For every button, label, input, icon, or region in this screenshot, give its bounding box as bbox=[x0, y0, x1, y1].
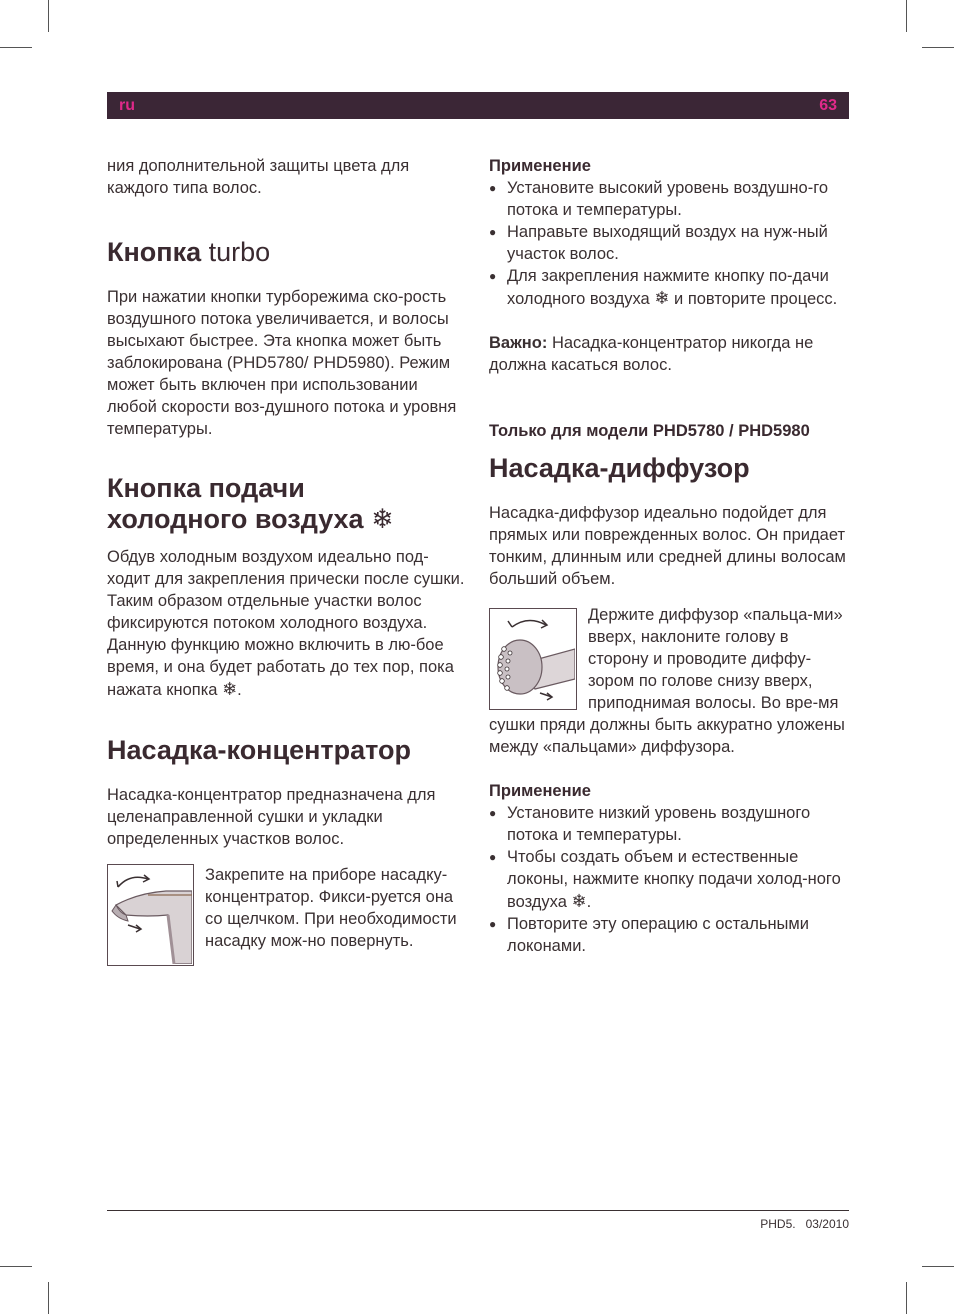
usage-heading-2: Применение bbox=[489, 782, 591, 800]
list-item-text: и повторите процесс. bbox=[674, 290, 838, 308]
important-text: Насадка-концентратор никогда не должна касаться волос. bbox=[489, 334, 814, 374]
diffuser-text: Насадка-диффузор идеально подойдет для прямых или поврежденных волос. Он придает тонким, длинным или средней длины волосам больший объем. bbox=[489, 504, 846, 588]
snowflake-icon: ❄ bbox=[222, 679, 238, 699]
intro-text: ния дополнительной защиты цвета для каждого типа волос. bbox=[107, 157, 410, 197]
usage-list bbox=[489, 177, 851, 310]
crop-mark bbox=[48, 1282, 49, 1314]
crop-mark bbox=[0, 47, 32, 48]
turbo-title-bold: Кнопка bbox=[107, 237, 202, 267]
snowflake-icon: ❄ bbox=[371, 504, 394, 534]
important-note bbox=[489, 332, 851, 376]
crop-mark bbox=[906, 0, 907, 32]
crop-mark bbox=[906, 1282, 907, 1314]
snowflake-icon: ❄ bbox=[571, 891, 587, 911]
language-code: ru bbox=[119, 97, 135, 114]
turbo-title bbox=[107, 237, 467, 268]
cool-shot-title-line1: Кнопка подачи bbox=[107, 473, 305, 503]
diffuser-illustration bbox=[489, 608, 577, 710]
turbo-title-light: turbo bbox=[208, 237, 271, 267]
usage-list-2 bbox=[489, 802, 851, 957]
list-item-text: . bbox=[586, 893, 592, 911]
cool-shot-title-line2: холодного воздуха bbox=[107, 504, 364, 534]
snowflake-icon: ❄ bbox=[654, 288, 670, 308]
diffuser-figure-block bbox=[489, 608, 851, 758]
crop-mark bbox=[0, 1266, 32, 1267]
cool-shot-text: Обдув холодным воздухом идеально под-ходит для закрепления прически после сушки. Таким образом отдельные участки волос фиксируются потоком холодного воздуха. bbox=[107, 548, 465, 632]
list-item: ● Установите высокий уровень воздушно-го потока и температуры. bbox=[489, 177, 851, 221]
model-note: Только для модели PHD5780 / PHD5980 bbox=[489, 422, 810, 440]
concentrator-text: Насадка-концентратор предназначена для целенаправленной сушки и укладки определенных участков волос. bbox=[107, 786, 436, 848]
cool-shot-text-2a: Данную функцию можно включить в лю-бое время, и она будет работать до тех пор, пока нажата кнопка bbox=[107, 636, 454, 699]
cool-shot-text-2b: . bbox=[237, 681, 242, 699]
footer-model: PHD5. bbox=[760, 1217, 796, 1231]
crop-mark bbox=[922, 47, 954, 48]
list-item: ● Направьте выходящий воздух на нуж-ный участок волос. bbox=[489, 221, 851, 265]
cool-shot-title bbox=[107, 473, 467, 535]
footer bbox=[760, 1217, 849, 1231]
diffuser-title: Насадка-диффузор bbox=[489, 453, 750, 483]
left-column bbox=[107, 155, 467, 966]
footer-divider bbox=[107, 1210, 849, 1211]
concentrator-figure-text: Закрепите на приборе насадку-концентратор. Фикси-руется она со щелчком. При необходимости насадку мож-но повернуть. bbox=[205, 866, 457, 950]
crop-mark bbox=[922, 1266, 954, 1267]
list-item bbox=[489, 846, 851, 913]
concentrator-figure-block bbox=[107, 864, 467, 952]
list-item: ● Повторите эту операцию с остальными локонами. bbox=[489, 913, 851, 957]
list-item bbox=[489, 265, 851, 310]
list-item: ● Установите низкий уровень воздушного потока и температуры. bbox=[489, 802, 851, 846]
page-header bbox=[107, 92, 849, 119]
concentrator-title: Насадка-концентратор bbox=[107, 735, 412, 765]
footer-date: 03/2010 bbox=[805, 1217, 849, 1231]
cool-shot-text-2 bbox=[107, 634, 467, 701]
concentrator-illustration bbox=[107, 864, 194, 966]
right-column bbox=[489, 155, 851, 957]
usage-heading: Применение bbox=[489, 157, 591, 175]
turbo-text: При нажатии кнопки турборежима ско-рость воздушного потока увеличивается, и волосы высыхают быстрее. Эта кнопка может быть заблокирована (PHD5780/ PHD5980). Режим может быть включен при использовании любой скорости воз-душного потока и уровня температуры. bbox=[107, 288, 457, 438]
list-item-text: Для закрепления нажмите кнопку по-дачи холодного воздуха bbox=[507, 267, 829, 308]
important-label: Важно: bbox=[489, 334, 548, 352]
list-item-text: Чтобы создать объем и естественные локоны, нажмите кнопку подачи холод-ного воздуха bbox=[507, 848, 841, 911]
diffuser-figure-text: Держите диффузор «пальца-ми» вверх, наклоните голову в сторону и проводите диффу-зором по голове снизу вверх, приподнимая волосы. Во вре-мя сушки пряди должны быть аккуратно уложены между «пальцами» диффузора. bbox=[489, 608, 845, 756]
page-number: 63 bbox=[819, 97, 837, 114]
crop-mark bbox=[48, 0, 49, 32]
